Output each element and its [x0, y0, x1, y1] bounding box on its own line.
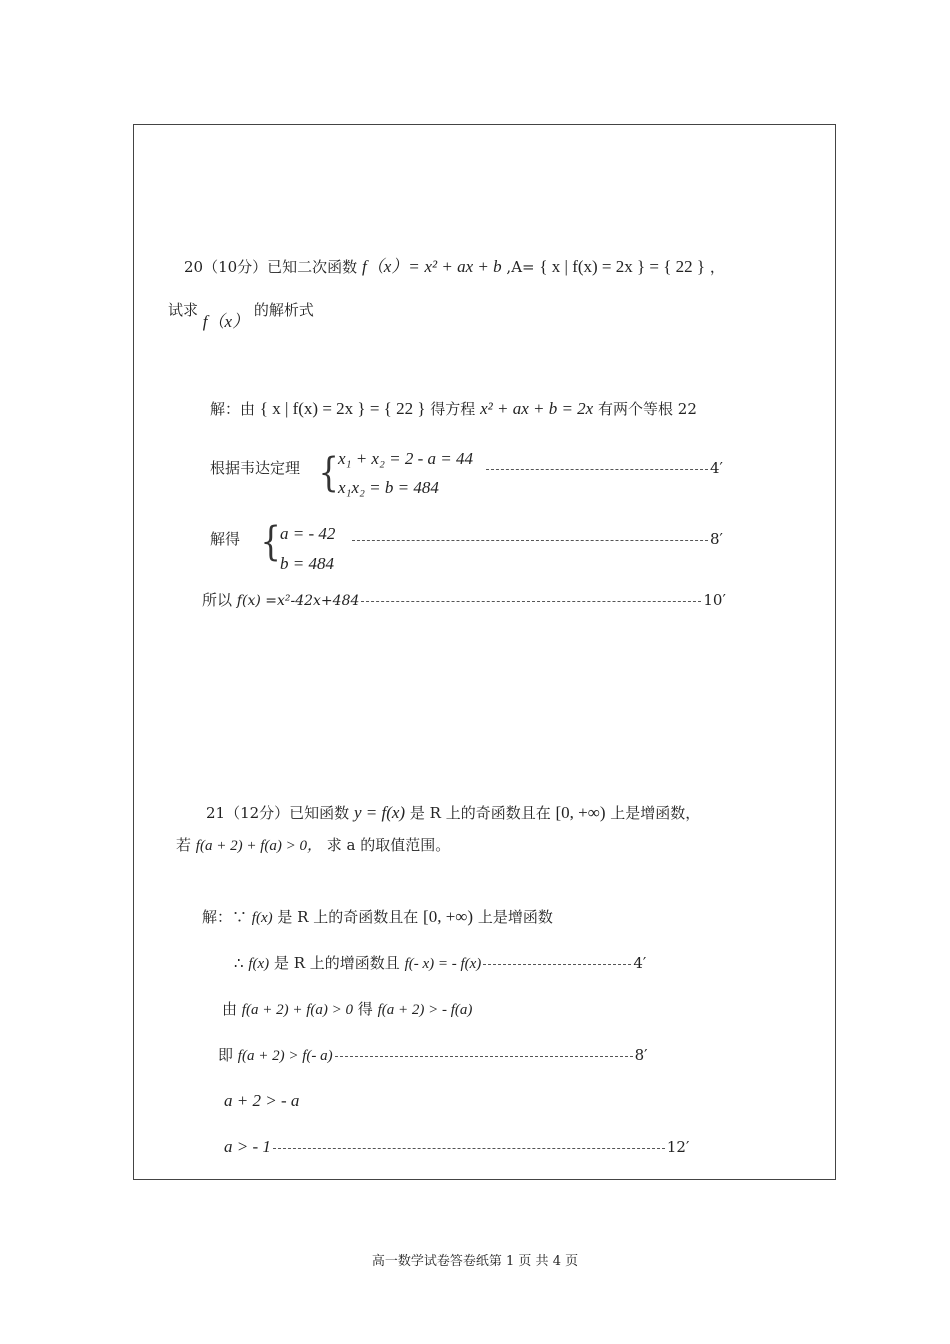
- q20-aset: ,A=: [506, 258, 535, 276]
- q20-solve-row2: b = 484: [280, 554, 334, 573]
- q20-comma: ，: [709, 258, 725, 276]
- q21-s1-fx: f(x): [251, 910, 273, 926]
- q21-s3-res: f(a + 2) > - f(a): [377, 1002, 473, 1018]
- q21-s3-mid: 得: [357, 1000, 373, 1018]
- q21-step1: [202, 907, 553, 928]
- q20-number: 20（10分）已知二次函数: [184, 258, 358, 276]
- q21-step6: [224, 1137, 689, 1157]
- q20-final: [202, 590, 726, 611]
- q21-s2-b: 是 R 上的增函数且: [273, 954, 400, 972]
- q20-sol-lead: 解：由: [210, 400, 256, 418]
- q21-step5: a + 2 > - a: [224, 1091, 300, 1110]
- q21-s1-lead: 解：∵: [202, 908, 248, 926]
- q21-mark4: 4′: [633, 954, 647, 972]
- q20-sol-set: { x | f(x) = 2x } = { 22 }: [259, 399, 426, 418]
- q20-final-lead: 所以: [202, 591, 233, 609]
- q20-fx: f（x）=: [361, 257, 420, 276]
- q21-line1-int: [0, +∞): [555, 803, 606, 822]
- q21-stem-line1: [206, 803, 700, 823]
- q20-mark8-text: 8′: [710, 530, 723, 548]
- solve-brace: {: [260, 519, 281, 565]
- q20-solve-row1: a = - 42: [280, 524, 336, 543]
- q21-s1-c: 上是增函数: [477, 908, 553, 926]
- q21-s4-expr: f(a + 2) > f(- a): [237, 1048, 333, 1064]
- q21-mark8: 8′: [634, 1046, 648, 1064]
- vieta-brace: {: [318, 450, 339, 496]
- q20-vieta-row2: x₁x₂ = b = 484: [338, 478, 439, 497]
- q20-vieta-row1: x₁ + x₂ = 2 - a = 44: [338, 449, 473, 468]
- q21-line1-a: 21（12分）已知函数: [206, 804, 350, 822]
- q21-line1-eq: y = f(x): [353, 803, 406, 822]
- answer-frame: [133, 124, 836, 1180]
- page-footer: 高一数学试卷答卷纸第 1 页 共 4 页: [371, 1254, 579, 1269]
- q21-s3-lead: 由: [222, 1000, 238, 1018]
- q20-ask-fx: f（x）: [202, 312, 250, 331]
- q21-line1-c: 上是增函数，: [610, 804, 701, 822]
- q20-mark4: [484, 458, 723, 478]
- q21-line2-expr: f(a + 2) + f(a) > 0，: [195, 838, 322, 854]
- q21-stem-line2: [176, 835, 450, 856]
- q20-mark10: 10′: [703, 591, 726, 609]
- q21-s4-lead: 即: [218, 1046, 234, 1064]
- q21-line2-b: 求 a 的取值范围。: [326, 836, 451, 854]
- q20-solve-label: 解得: [210, 530, 241, 548]
- q21-s2-fx: f(x): [248, 956, 270, 972]
- q20-sol-mid: 得方程: [430, 400, 476, 418]
- q20-sol-tail: 有两个等根 22: [598, 400, 697, 418]
- q20-set-a: { x | f(x) = 2x } = { 22 }: [539, 257, 706, 276]
- q21-s1-b: 是 R 上的奇函数且在: [277, 908, 419, 926]
- q20-sol-eq: x² + ax + b = 2x: [480, 399, 594, 418]
- q21-s2-eq: f(- x) = - f(x): [404, 956, 482, 972]
- q21-line1-b: 是 R 上的奇函数且在: [409, 804, 551, 822]
- q20-mark4-text: 4′: [710, 459, 723, 477]
- q20-ask-tail: 的解析式: [253, 301, 314, 319]
- q21-step2: [234, 953, 646, 974]
- q20-stem: [184, 257, 725, 277]
- q21-s6-expr: a > - 1: [224, 1137, 271, 1156]
- q20-final-expr: f(x) =x²-42x+484: [236, 593, 360, 609]
- q20-solution-line1: [210, 399, 697, 419]
- q20-ask: [168, 300, 314, 331]
- q21-s2-lead: ∴: [234, 954, 244, 972]
- q21-step3: [222, 999, 472, 1020]
- q20-poly: x² + ax + b: [424, 257, 502, 276]
- q20-vieta-label: 根据韦达定理: [210, 459, 301, 477]
- q21-s3-expr: f(a + 2) + f(a) > 0: [241, 1002, 353, 1018]
- q21-s1-int: [0, +∞): [423, 907, 474, 926]
- q21-mark12: 12′: [666, 1138, 690, 1156]
- q20-ask-lead: 试求: [168, 301, 199, 319]
- q21-step4: [218, 1045, 648, 1066]
- q21-line2-a: 若: [176, 836, 192, 854]
- q20-mark8: [350, 529, 723, 549]
